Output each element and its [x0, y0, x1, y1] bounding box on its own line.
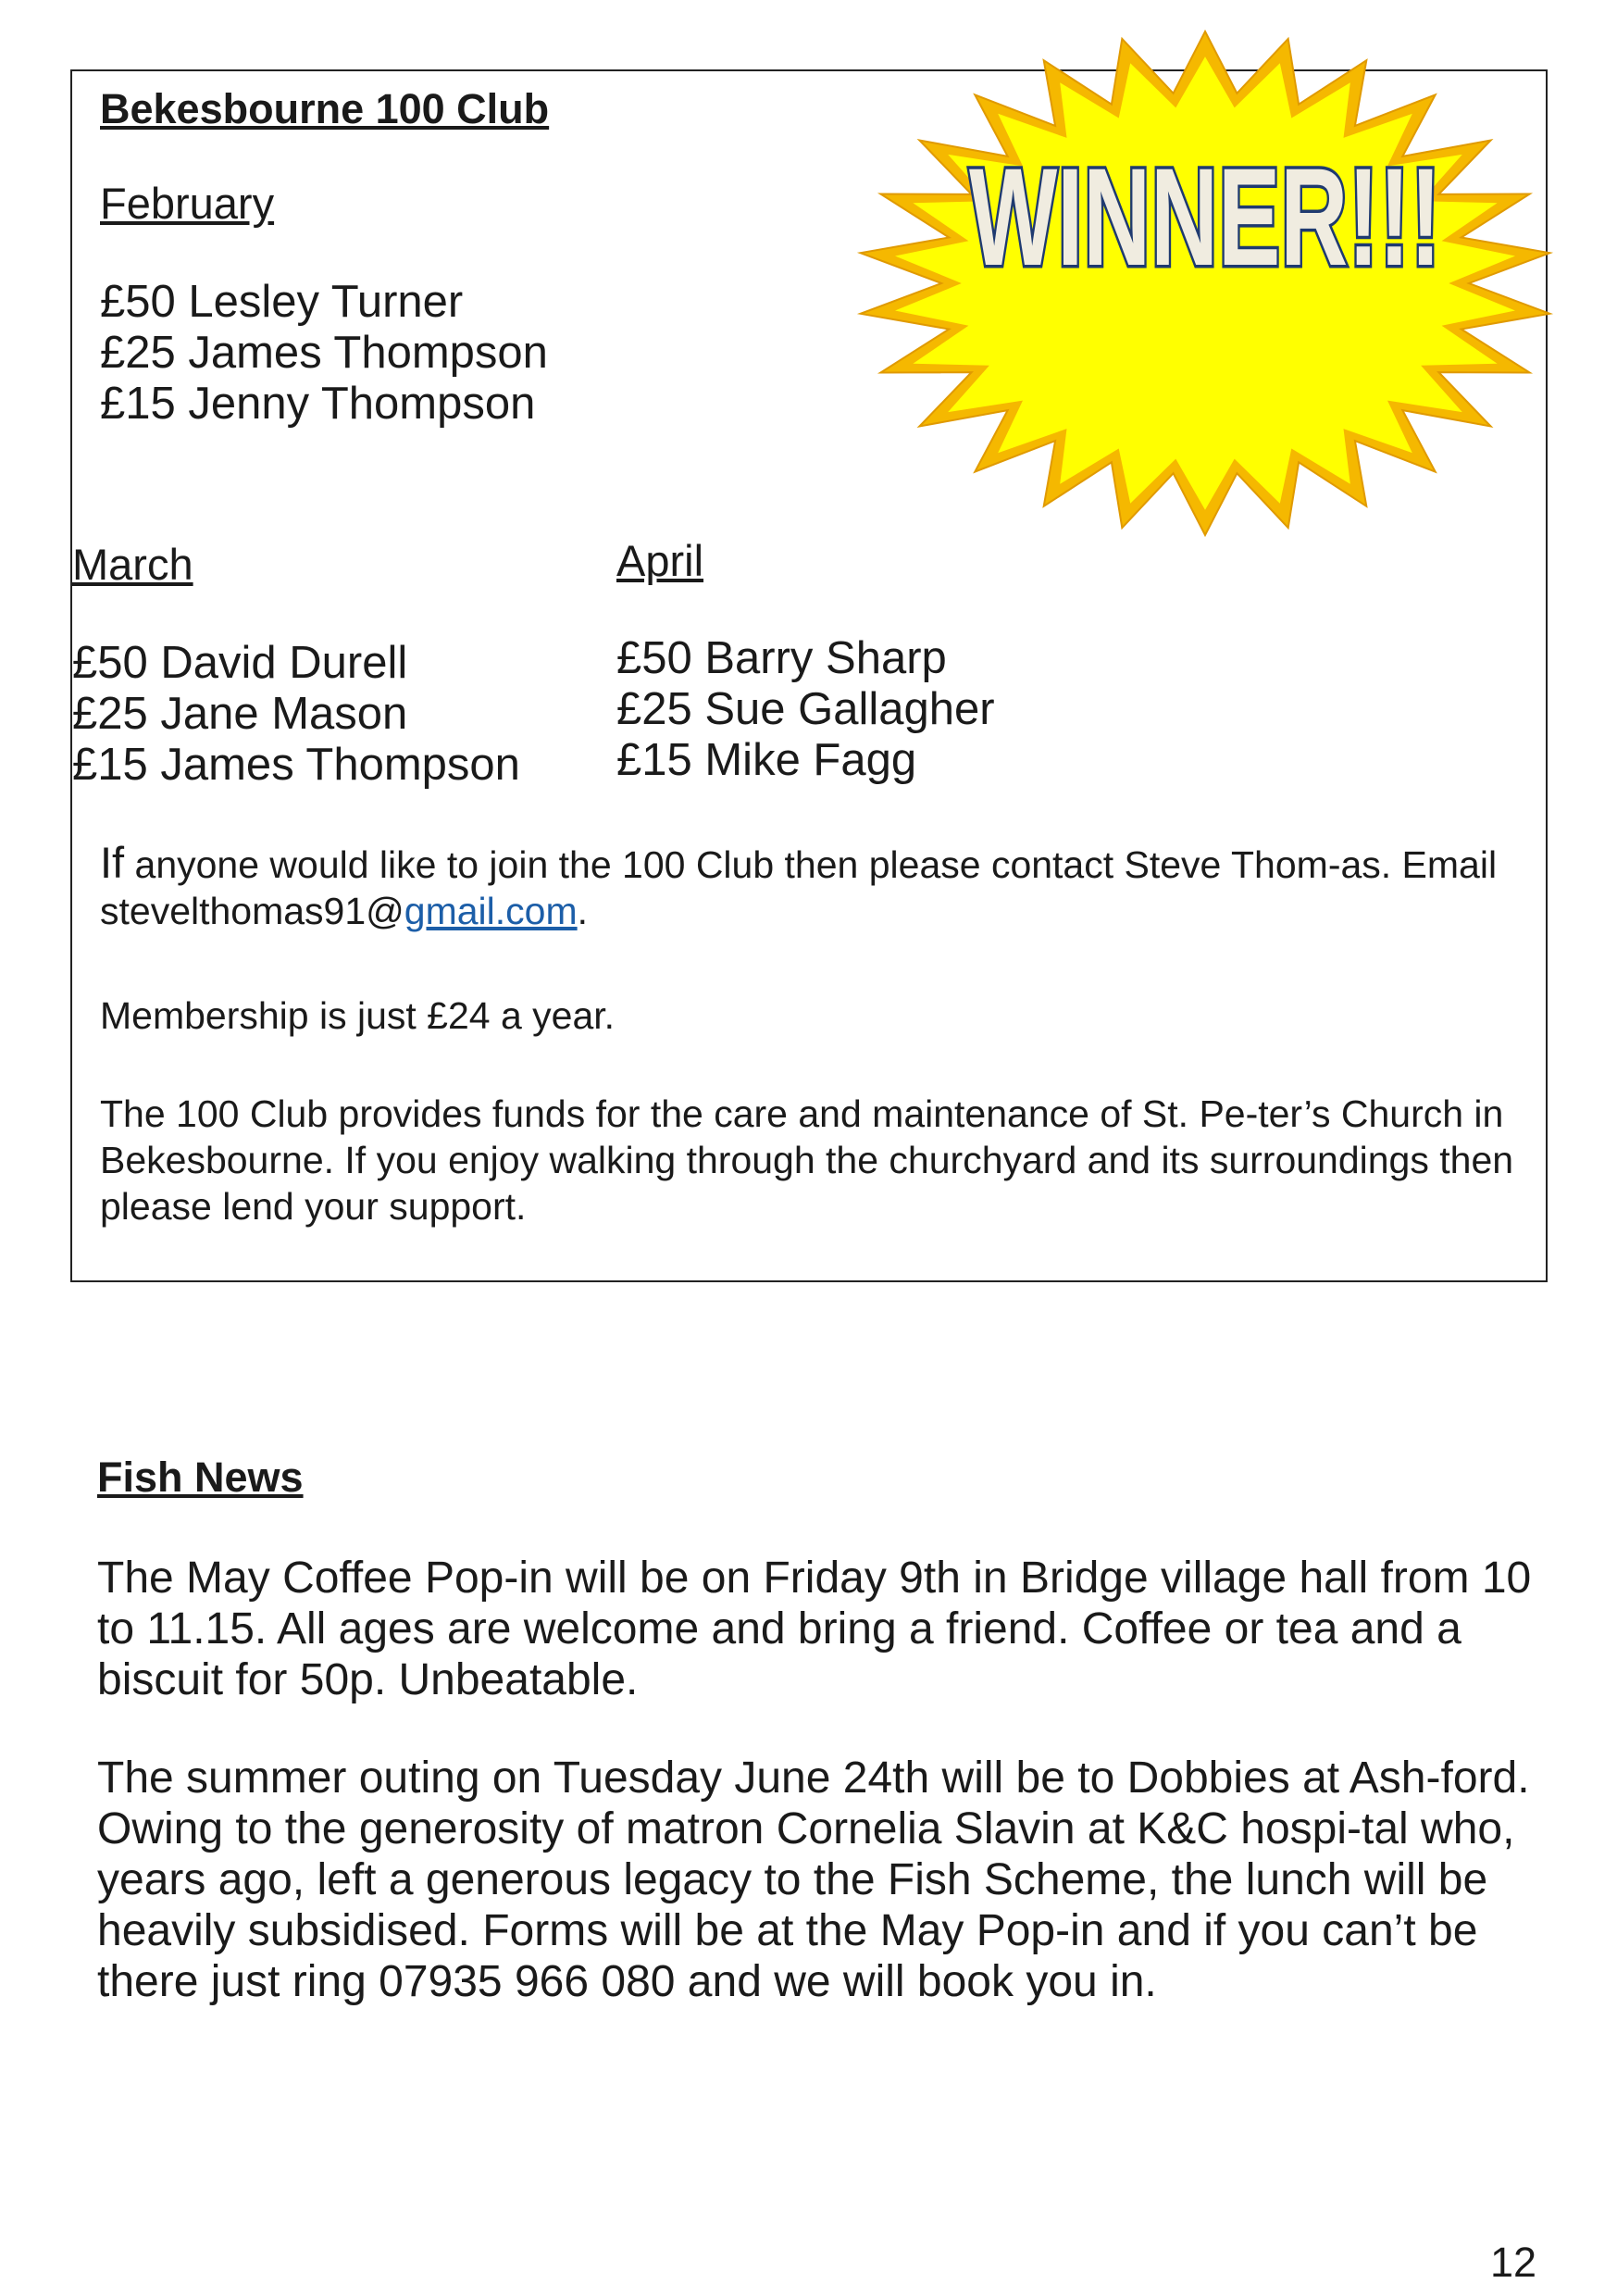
april-prize-3: £15 Mike Fagg	[616, 735, 917, 785]
april-heading: April	[616, 536, 704, 585]
march-prize-3: £15 James Thompson	[72, 740, 520, 790]
april-prize-list	[616, 633, 995, 786]
april-prize-1: £50 Barry Sharp	[616, 633, 947, 683]
fish-news-paragraph-1: The May Coffee Pop-in will be on Friday 9th in Bridge village hall from 10 to 11.15. All ages are welcome and bring a friend. Coffee or tea and a biscuit for 50p. Unbeatable.	[97, 1554, 1532, 1704]
february-prize-3: £15 Jenny Thompson	[100, 379, 536, 429]
email-link[interactable]: gmail.com	[404, 890, 578, 932]
join-text: anyone would like to join the 100 Club then please contact Steve Thom-as. Email stevelthomas91@	[100, 843, 1498, 932]
april-prize-2: £25 Sue Gallagher	[616, 684, 995, 734]
march-prize-list	[72, 638, 520, 791]
join-paragraph	[100, 840, 1507, 934]
funds-paragraph: The 100 Club provides funds for the care and maintenance of St. Pe-ter’s Church in Bekesbourne. If you enjoy walking through the churchyard and its surroundings then please lend your support.	[100, 1092, 1514, 1228]
february-prize-list	[100, 277, 548, 430]
march-heading: March	[72, 540, 193, 589]
winner-starburst	[844, 26, 1561, 540]
club-title: Bekesbourne 100 Club	[100, 85, 550, 132]
membership-text: Membership is just £24 a year.	[100, 994, 616, 1037]
february-heading: February	[100, 179, 275, 228]
join-end: .	[577, 890, 589, 932]
march-prize-1: £50 David Durell	[72, 638, 408, 688]
join-first-letter: If	[100, 838, 125, 887]
march-prize-2: £25 Jane Mason	[72, 689, 408, 739]
february-prize-1: £50 Lesley Turner	[100, 277, 464, 327]
february-prize-2: £25 James Thompson	[100, 328, 548, 378]
winner-text: WINNER!!!	[969, 139, 1441, 294]
fish-news-title: Fish News	[97, 1454, 304, 1501]
page-number: 12	[1490, 2239, 1537, 2286]
fish-news-paragraph-2: The summer outing on Tuesday June 24th will be to Dobbies at Ash-ford. Owing to the generosity of matron Cornelia Slavin at K&C hospi-tal who, years ago, left a generous legacy to the Fish Scheme, the lunch will be heavily subsidised. Forms will be at the May Pop-in and if you can’t be there just ring 07935 966 080 and we will book you in.	[97, 1753, 1530, 2006]
